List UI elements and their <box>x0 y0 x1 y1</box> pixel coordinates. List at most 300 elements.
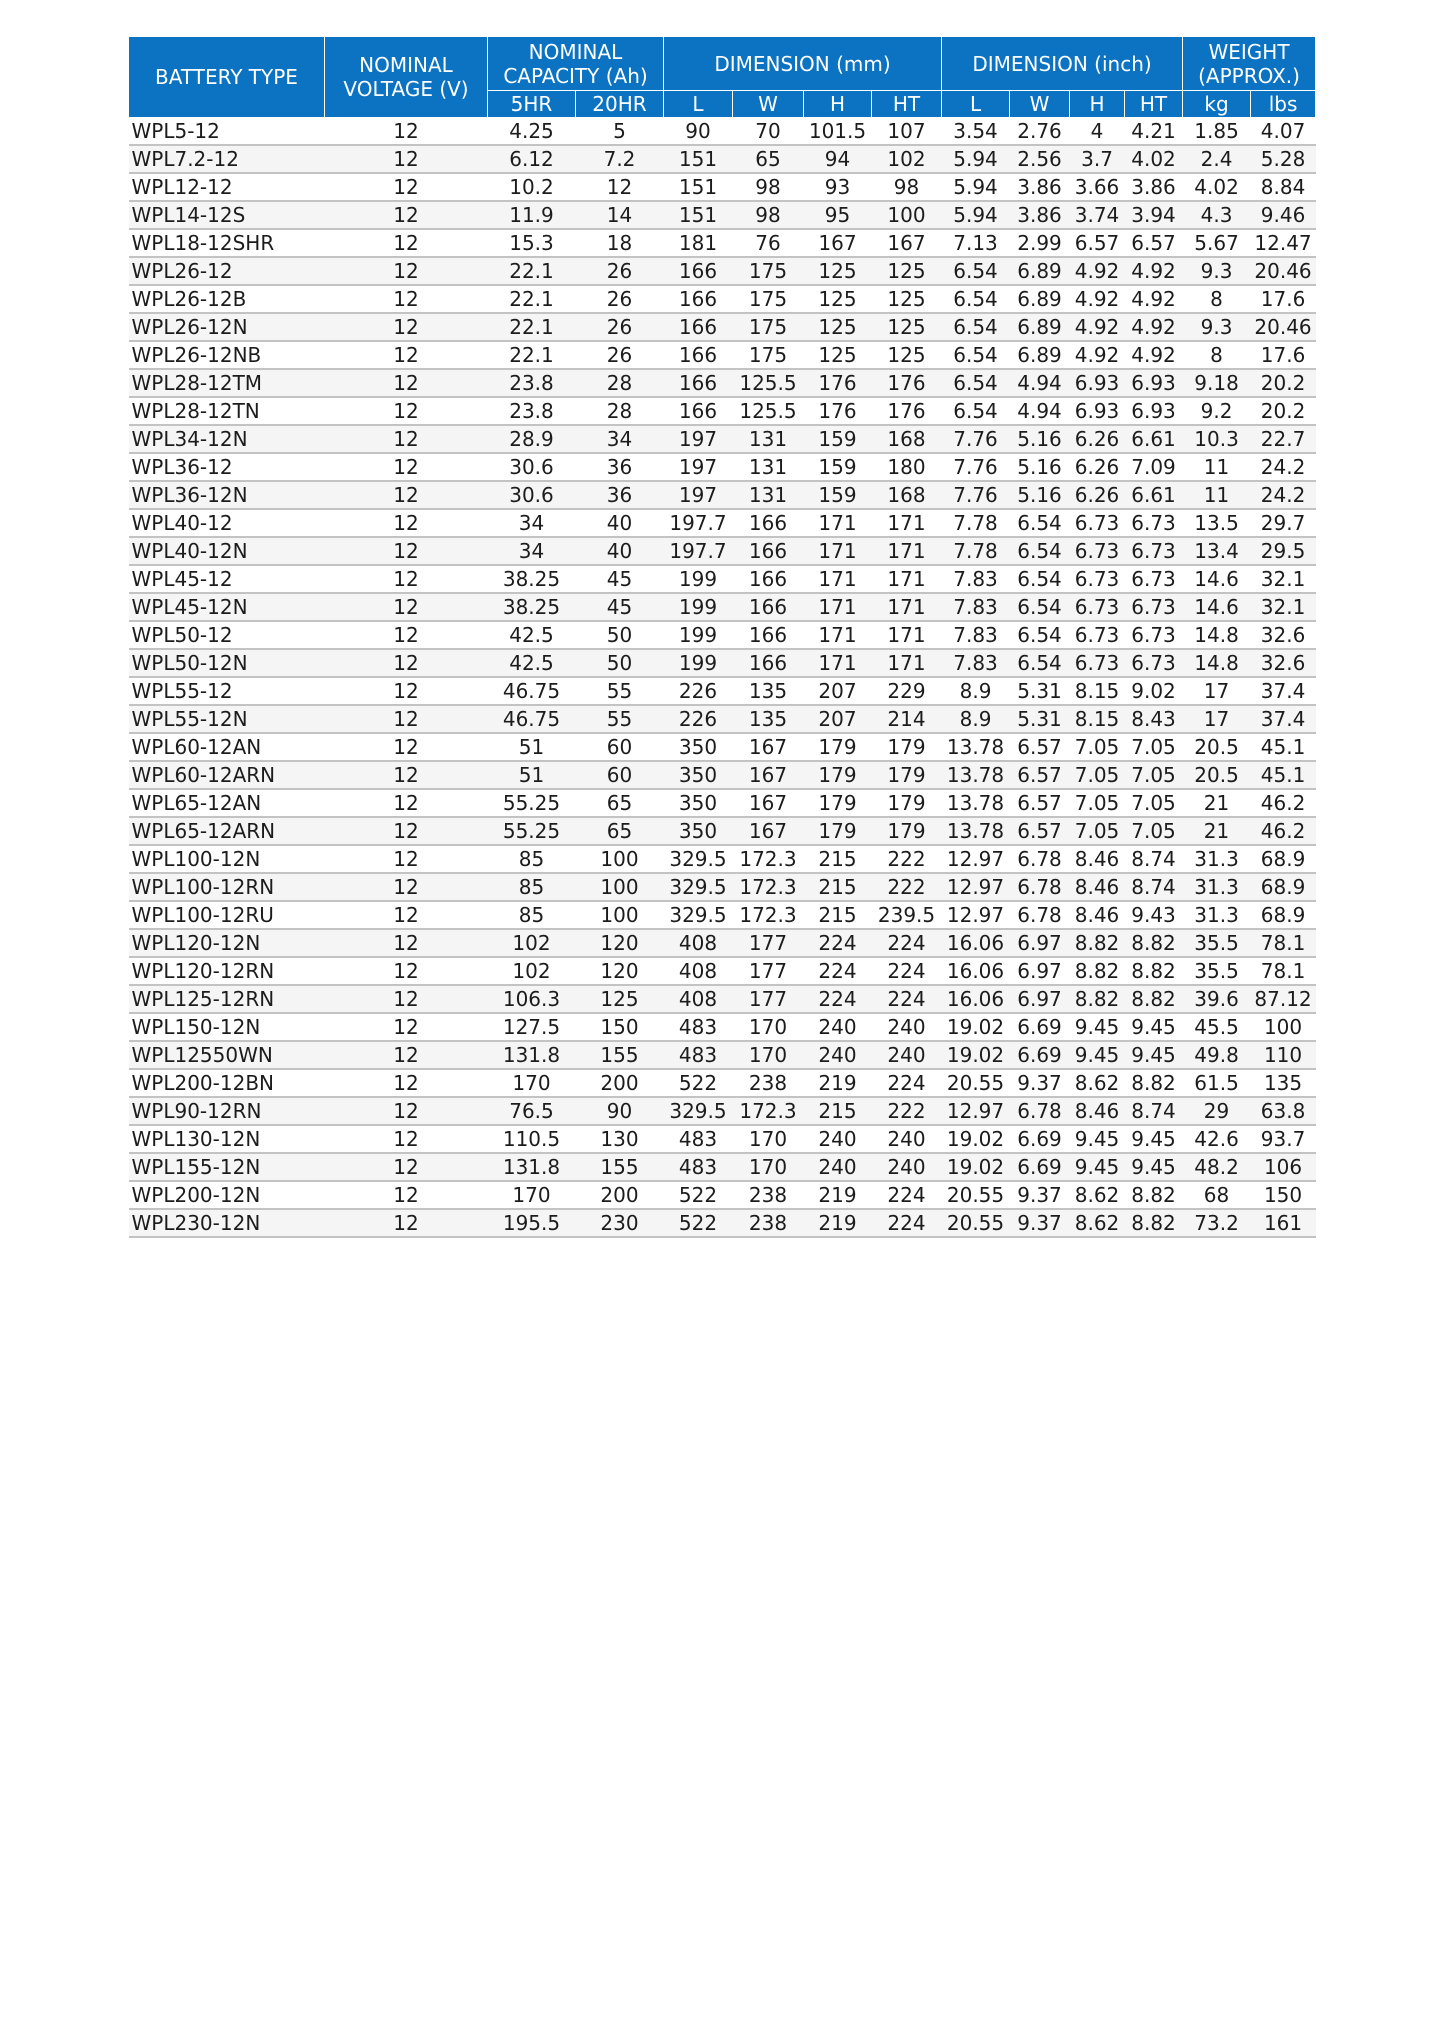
voltage-cell: 12 <box>325 1041 488 1069</box>
table-row <box>129 509 1316 537</box>
height-mm-cell: 159 <box>804 425 872 453</box>
width-mm-cell: 172.3 <box>733 901 804 929</box>
length-inch-cell: 13.78 <box>942 733 1010 761</box>
width-mm-cell: 135 <box>733 705 804 733</box>
width-inch-cell: 6.69 <box>1010 1153 1070 1181</box>
capacity-5hr-cell: 195.5 <box>488 1209 576 1237</box>
battery-type-cell: WPL150-12N <box>129 1013 325 1041</box>
height-mm-cell: 215 <box>804 901 872 929</box>
subheader-inch-length: L <box>942 91 1010 118</box>
battery-type-cell: WPL45-12 <box>129 565 325 593</box>
voltage-cell: 12 <box>325 705 488 733</box>
total-height-inch-cell: 4.92 <box>1125 313 1183 341</box>
height-inch-cell: 4 <box>1070 118 1125 146</box>
height-inch-cell: 8.62 <box>1070 1181 1125 1209</box>
height-mm-cell: 219 <box>804 1069 872 1097</box>
length-mm-cell: 408 <box>664 985 733 1013</box>
weight-lbs-cell: 20.46 <box>1251 257 1316 285</box>
height-inch-cell: 6.73 <box>1070 649 1125 677</box>
width-mm-cell: 131 <box>733 453 804 481</box>
height-inch-cell: 6.26 <box>1070 453 1125 481</box>
header-battery-type: BATTERY TYPE <box>129 37 325 118</box>
subheader-mm-height: H <box>804 91 872 118</box>
length-mm-cell: 408 <box>664 957 733 985</box>
capacity-5hr-cell: 51 <box>488 761 576 789</box>
weight-lbs-cell: 100 <box>1251 1013 1316 1041</box>
battery-type-cell: WPL200-12N <box>129 1181 325 1209</box>
capacity-20hr-cell: 100 <box>576 873 664 901</box>
weight-lbs-cell: 87.12 <box>1251 985 1316 1013</box>
capacity-20hr-cell: 18 <box>576 229 664 257</box>
capacity-5hr-cell: 34 <box>488 509 576 537</box>
height-mm-cell: 101.5 <box>804 118 872 146</box>
total-height-mm-cell: 125 <box>872 313 942 341</box>
table-row <box>129 118 1316 146</box>
total-height-inch-cell: 7.05 <box>1125 761 1183 789</box>
total-height-mm-cell: 179 <box>872 789 942 817</box>
battery-type-cell: WPL155-12N <box>129 1153 325 1181</box>
capacity-20hr-cell: 130 <box>576 1125 664 1153</box>
weight-lbs-cell: 63.8 <box>1251 1097 1316 1125</box>
height-mm-cell: 159 <box>804 453 872 481</box>
voltage-cell: 12 <box>325 173 488 201</box>
capacity-20hr-cell: 60 <box>576 733 664 761</box>
voltage-cell: 12 <box>325 229 488 257</box>
table-row <box>129 397 1316 425</box>
capacity-5hr-cell: 11.9 <box>488 201 576 229</box>
total-height-mm-cell: 222 <box>872 1097 942 1125</box>
height-mm-cell: 171 <box>804 509 872 537</box>
width-mm-cell: 175 <box>733 285 804 313</box>
width-inch-cell: 6.54 <box>1010 509 1070 537</box>
height-mm-cell: 179 <box>804 789 872 817</box>
width-mm-cell: 238 <box>733 1181 804 1209</box>
length-mm-cell: 199 <box>664 565 733 593</box>
height-mm-cell: 176 <box>804 397 872 425</box>
capacity-5hr-cell: 4.25 <box>488 118 576 146</box>
length-inch-cell: 12.97 <box>942 873 1010 901</box>
total-height-mm-cell: 167 <box>872 229 942 257</box>
height-mm-cell: 125 <box>804 341 872 369</box>
weight-kg-cell: 9.3 <box>1183 313 1251 341</box>
width-inch-cell: 6.57 <box>1010 817 1070 845</box>
total-height-inch-cell: 9.43 <box>1125 901 1183 929</box>
width-mm-cell: 125.5 <box>733 397 804 425</box>
weight-lbs-cell: 37.4 <box>1251 677 1316 705</box>
width-inch-cell: 4.94 <box>1010 369 1070 397</box>
table-row <box>129 481 1316 509</box>
capacity-20hr-cell: 55 <box>576 677 664 705</box>
weight-lbs-cell: 17.6 <box>1251 285 1316 313</box>
voltage-cell: 12 <box>325 201 488 229</box>
table-row <box>129 369 1316 397</box>
total-height-inch-cell: 6.57 <box>1125 229 1183 257</box>
weight-kg-cell: 14.6 <box>1183 593 1251 621</box>
length-inch-cell: 7.83 <box>942 649 1010 677</box>
height-mm-cell: 215 <box>804 1097 872 1125</box>
voltage-cell: 12 <box>325 369 488 397</box>
length-mm-cell: 329.5 <box>664 845 733 873</box>
length-inch-cell: 8.9 <box>942 705 1010 733</box>
weight-lbs-cell: 78.1 <box>1251 929 1316 957</box>
width-inch-cell: 6.78 <box>1010 901 1070 929</box>
height-mm-cell: 179 <box>804 733 872 761</box>
total-height-inch-cell: 8.82 <box>1125 985 1183 1013</box>
length-mm-cell: 151 <box>664 201 733 229</box>
length-mm-cell: 166 <box>664 313 733 341</box>
height-inch-cell: 4.92 <box>1070 313 1125 341</box>
width-mm-cell: 172.3 <box>733 873 804 901</box>
total-height-inch-cell: 9.45 <box>1125 1153 1183 1181</box>
table-row <box>129 1013 1316 1041</box>
length-inch-cell: 7.83 <box>942 565 1010 593</box>
header-group-row <box>129 37 1316 91</box>
weight-lbs-cell: 9.46 <box>1251 201 1316 229</box>
capacity-5hr-cell: 55.25 <box>488 817 576 845</box>
total-height-mm-cell: 171 <box>872 565 942 593</box>
weight-kg-cell: 29 <box>1183 1097 1251 1125</box>
width-mm-cell: 166 <box>733 621 804 649</box>
width-mm-cell: 172.3 <box>733 845 804 873</box>
total-height-mm-cell: 240 <box>872 1013 942 1041</box>
height-inch-cell: 6.57 <box>1070 229 1125 257</box>
length-inch-cell: 7.13 <box>942 229 1010 257</box>
table-row <box>129 145 1316 173</box>
weight-kg-cell: 14.8 <box>1183 621 1251 649</box>
subheader-5hr: 5HR <box>488 91 576 118</box>
weight-kg-cell: 2.4 <box>1183 145 1251 173</box>
voltage-cell: 12 <box>325 425 488 453</box>
total-height-inch-cell: 8.74 <box>1125 1097 1183 1125</box>
battery-type-cell: WPL100-12RN <box>129 873 325 901</box>
table-row <box>129 313 1316 341</box>
voltage-cell: 12 <box>325 845 488 873</box>
height-inch-cell: 6.73 <box>1070 509 1125 537</box>
length-mm-cell: 329.5 <box>664 1097 733 1125</box>
height-mm-cell: 125 <box>804 285 872 313</box>
voltage-cell: 12 <box>325 1209 488 1237</box>
width-mm-cell: 175 <box>733 313 804 341</box>
height-mm-cell: 215 <box>804 845 872 873</box>
width-mm-cell: 177 <box>733 957 804 985</box>
length-mm-cell: 483 <box>664 1153 733 1181</box>
weight-lbs-cell: 93.7 <box>1251 1125 1316 1153</box>
weight-lbs-cell: 45.1 <box>1251 761 1316 789</box>
total-height-inch-cell: 4.92 <box>1125 285 1183 313</box>
total-height-inch-cell: 6.93 <box>1125 369 1183 397</box>
battery-type-cell: WPL5-12 <box>129 118 325 146</box>
weight-kg-cell: 17 <box>1183 677 1251 705</box>
capacity-20hr-cell: 34 <box>576 425 664 453</box>
capacity-5hr-cell: 131.8 <box>488 1153 576 1181</box>
table-row <box>129 845 1316 873</box>
table-row <box>129 341 1316 369</box>
table-row <box>129 621 1316 649</box>
height-mm-cell: 125 <box>804 313 872 341</box>
capacity-20hr-cell: 50 <box>576 649 664 677</box>
total-height-mm-cell: 171 <box>872 509 942 537</box>
weight-kg-cell: 73.2 <box>1183 1209 1251 1237</box>
battery-type-cell: WPL65-12AN <box>129 789 325 817</box>
width-inch-cell: 6.54 <box>1010 621 1070 649</box>
length-mm-cell: 522 <box>664 1069 733 1097</box>
width-inch-cell: 6.97 <box>1010 985 1070 1013</box>
subheader-kg: kg <box>1183 91 1251 118</box>
weight-lbs-cell: 68.9 <box>1251 845 1316 873</box>
length-inch-cell: 3.54 <box>942 118 1010 146</box>
height-inch-cell: 6.73 <box>1070 537 1125 565</box>
battery-type-cell: WPL60-12AN <box>129 733 325 761</box>
width-mm-cell: 131 <box>733 425 804 453</box>
total-height-inch-cell: 6.93 <box>1125 397 1183 425</box>
weight-lbs-cell: 29.5 <box>1251 537 1316 565</box>
weight-kg-cell: 9.3 <box>1183 257 1251 285</box>
width-inch-cell: 5.31 <box>1010 705 1070 733</box>
width-inch-cell: 6.69 <box>1010 1041 1070 1069</box>
total-height-mm-cell: 176 <box>872 397 942 425</box>
weight-lbs-cell: 32.1 <box>1251 593 1316 621</box>
total-height-inch-cell: 7.05 <box>1125 789 1183 817</box>
table-row <box>129 537 1316 565</box>
length-mm-cell: 197.7 <box>664 509 733 537</box>
total-height-mm-cell: 240 <box>872 1153 942 1181</box>
length-mm-cell: 197.7 <box>664 537 733 565</box>
height-mm-cell: 93 <box>804 173 872 201</box>
total-height-mm-cell: 168 <box>872 481 942 509</box>
height-mm-cell: 224 <box>804 957 872 985</box>
capacity-5hr-cell: 46.75 <box>488 705 576 733</box>
total-height-mm-cell: 224 <box>872 1209 942 1237</box>
table-row <box>129 593 1316 621</box>
height-inch-cell: 8.62 <box>1070 1209 1125 1237</box>
height-mm-cell: 125 <box>804 257 872 285</box>
height-inch-cell: 8.46 <box>1070 901 1125 929</box>
weight-lbs-cell: 150 <box>1251 1181 1316 1209</box>
weight-kg-cell: 48.2 <box>1183 1153 1251 1181</box>
battery-type-cell: WPL18-12SHR <box>129 229 325 257</box>
capacity-20hr-cell: 200 <box>576 1181 664 1209</box>
capacity-5hr-cell: 6.12 <box>488 145 576 173</box>
width-inch-cell: 2.99 <box>1010 229 1070 257</box>
width-inch-cell: 6.54 <box>1010 593 1070 621</box>
height-mm-cell: 215 <box>804 873 872 901</box>
table-body <box>129 118 1316 1238</box>
table-row <box>129 201 1316 229</box>
length-inch-cell: 20.55 <box>942 1181 1010 1209</box>
total-height-inch-cell: 8.82 <box>1125 1209 1183 1237</box>
weight-lbs-cell: 45.1 <box>1251 733 1316 761</box>
length-mm-cell: 151 <box>664 173 733 201</box>
table-row <box>129 985 1316 1013</box>
total-height-inch-cell: 6.73 <box>1125 537 1183 565</box>
weight-kg-cell: 8 <box>1183 285 1251 313</box>
capacity-20hr-cell: 100 <box>576 845 664 873</box>
voltage-cell: 12 <box>325 1013 488 1041</box>
height-inch-cell: 7.05 <box>1070 761 1125 789</box>
width-mm-cell: 166 <box>733 537 804 565</box>
battery-type-cell: WPL120-12RN <box>129 957 325 985</box>
voltage-cell: 12 <box>325 313 488 341</box>
weight-lbs-cell: 68.9 <box>1251 873 1316 901</box>
height-inch-cell: 6.73 <box>1070 593 1125 621</box>
width-mm-cell: 170 <box>733 1041 804 1069</box>
battery-type-cell: WPL90-12RN <box>129 1097 325 1125</box>
battery-type-cell: WPL230-12N <box>129 1209 325 1237</box>
capacity-5hr-cell: 102 <box>488 957 576 985</box>
total-height-inch-cell: 4.92 <box>1125 341 1183 369</box>
width-mm-cell: 170 <box>733 1153 804 1181</box>
total-height-inch-cell: 8.82 <box>1125 929 1183 957</box>
height-inch-cell: 8.46 <box>1070 845 1125 873</box>
total-height-mm-cell: 222 <box>872 873 942 901</box>
width-inch-cell: 6.97 <box>1010 957 1070 985</box>
height-inch-cell: 8.15 <box>1070 677 1125 705</box>
total-height-mm-cell: 125 <box>872 257 942 285</box>
total-height-inch-cell: 8.82 <box>1125 1181 1183 1209</box>
length-mm-cell: 151 <box>664 145 733 173</box>
weight-lbs-cell: 12.47 <box>1251 229 1316 257</box>
subheader-inch-width: W <box>1010 91 1070 118</box>
weight-kg-cell: 42.6 <box>1183 1125 1251 1153</box>
width-inch-cell: 6.57 <box>1010 789 1070 817</box>
width-inch-cell: 6.78 <box>1010 1097 1070 1125</box>
battery-type-cell: WPL14-12S <box>129 201 325 229</box>
capacity-5hr-cell: 85 <box>488 901 576 929</box>
width-inch-cell: 6.54 <box>1010 537 1070 565</box>
width-mm-cell: 175 <box>733 257 804 285</box>
weight-kg-cell: 13.5 <box>1183 509 1251 537</box>
length-inch-cell: 7.78 <box>942 537 1010 565</box>
battery-type-cell: WPL45-12N <box>129 593 325 621</box>
height-inch-cell: 9.45 <box>1070 1013 1125 1041</box>
length-inch-cell: 5.94 <box>942 173 1010 201</box>
subheader-mm-length: L <box>664 91 733 118</box>
voltage-cell: 12 <box>325 257 488 285</box>
subheader-inch-height: H <box>1070 91 1125 118</box>
capacity-5hr-cell: 10.2 <box>488 173 576 201</box>
capacity-20hr-cell: 120 <box>576 957 664 985</box>
total-height-inch-cell: 9.02 <box>1125 677 1183 705</box>
total-height-inch-cell: 8.43 <box>1125 705 1183 733</box>
width-mm-cell: 131 <box>733 481 804 509</box>
length-inch-cell: 12.97 <box>942 1097 1010 1125</box>
length-mm-cell: 329.5 <box>664 901 733 929</box>
weight-lbs-cell: 32.6 <box>1251 621 1316 649</box>
subheader-lbs: lbs <box>1251 91 1316 118</box>
length-mm-cell: 408 <box>664 929 733 957</box>
capacity-5hr-cell: 76.5 <box>488 1097 576 1125</box>
width-inch-cell: 6.57 <box>1010 733 1070 761</box>
total-height-inch-cell: 4.02 <box>1125 145 1183 173</box>
weight-kg-cell: 4.02 <box>1183 173 1251 201</box>
length-inch-cell: 5.94 <box>942 201 1010 229</box>
weight-kg-cell: 45.5 <box>1183 1013 1251 1041</box>
width-mm-cell: 65 <box>733 145 804 173</box>
subheader-mm-width: W <box>733 91 804 118</box>
voltage-cell: 12 <box>325 285 488 313</box>
battery-type-cell: WPL12-12 <box>129 173 325 201</box>
battery-type-cell: WPL50-12 <box>129 621 325 649</box>
weight-kg-cell: 11 <box>1183 481 1251 509</box>
battery-type-cell: WPL40-12 <box>129 509 325 537</box>
length-inch-cell: 12.97 <box>942 901 1010 929</box>
voltage-cell: 12 <box>325 901 488 929</box>
capacity-5hr-cell: 22.1 <box>488 285 576 313</box>
weight-lbs-cell: 17.6 <box>1251 341 1316 369</box>
height-inch-cell: 9.45 <box>1070 1125 1125 1153</box>
weight-lbs-cell: 110 <box>1251 1041 1316 1069</box>
length-inch-cell: 19.02 <box>942 1125 1010 1153</box>
battery-type-cell: WPL50-12N <box>129 649 325 677</box>
table-row <box>129 649 1316 677</box>
total-height-mm-cell: 180 <box>872 453 942 481</box>
weight-kg-cell: 20.5 <box>1183 733 1251 761</box>
height-inch-cell: 6.73 <box>1070 565 1125 593</box>
table-row <box>129 817 1316 845</box>
total-height-mm-cell: 224 <box>872 1181 942 1209</box>
total-height-mm-cell: 107 <box>872 118 942 146</box>
weight-kg-cell: 14.6 <box>1183 565 1251 593</box>
weight-kg-cell: 13.4 <box>1183 537 1251 565</box>
height-inch-cell: 8.82 <box>1070 929 1125 957</box>
total-height-inch-cell: 8.82 <box>1125 1069 1183 1097</box>
table-row <box>129 1041 1316 1069</box>
weight-lbs-cell: 161 <box>1251 1209 1316 1237</box>
length-mm-cell: 522 <box>664 1181 733 1209</box>
length-inch-cell: 7.76 <box>942 453 1010 481</box>
width-mm-cell: 98 <box>733 173 804 201</box>
length-inch-cell: 8.9 <box>942 677 1010 705</box>
height-inch-cell: 9.45 <box>1070 1153 1125 1181</box>
table-row <box>129 565 1316 593</box>
total-height-mm-cell: 171 <box>872 593 942 621</box>
width-mm-cell: 167 <box>733 761 804 789</box>
total-height-inch-cell: 9.45 <box>1125 1125 1183 1153</box>
total-height-inch-cell: 6.61 <box>1125 425 1183 453</box>
capacity-20hr-cell: 36 <box>576 453 664 481</box>
width-inch-cell: 6.54 <box>1010 649 1070 677</box>
capacity-5hr-cell: 22.1 <box>488 313 576 341</box>
height-inch-cell: 8.46 <box>1070 873 1125 901</box>
total-height-mm-cell: 125 <box>872 285 942 313</box>
height-inch-cell: 8.82 <box>1070 985 1125 1013</box>
length-inch-cell: 13.78 <box>942 761 1010 789</box>
total-height-inch-cell: 9.45 <box>1125 1013 1183 1041</box>
total-height-inch-cell: 9.45 <box>1125 1041 1183 1069</box>
total-height-inch-cell: 6.73 <box>1125 593 1183 621</box>
weight-lbs-cell: 32.1 <box>1251 565 1316 593</box>
length-inch-cell: 7.83 <box>942 621 1010 649</box>
capacity-5hr-cell: 30.6 <box>488 481 576 509</box>
length-mm-cell: 483 <box>664 1041 733 1069</box>
subheader-mm-total-height: HT <box>872 91 942 118</box>
width-mm-cell: 170 <box>733 1013 804 1041</box>
battery-type-cell: WPL26-12 <box>129 257 325 285</box>
width-mm-cell: 125.5 <box>733 369 804 397</box>
capacity-20hr-cell: 120 <box>576 929 664 957</box>
table-row <box>129 873 1316 901</box>
height-inch-cell: 8.46 <box>1070 1097 1125 1125</box>
width-mm-cell: 166 <box>733 509 804 537</box>
length-mm-cell: 197 <box>664 453 733 481</box>
height-inch-cell: 6.26 <box>1070 481 1125 509</box>
height-inch-cell: 6.93 <box>1070 397 1125 425</box>
weight-lbs-cell: 106 <box>1251 1153 1316 1181</box>
total-height-mm-cell: 171 <box>872 649 942 677</box>
weight-kg-cell: 8 <box>1183 341 1251 369</box>
weight-lbs-cell: 8.84 <box>1251 173 1316 201</box>
length-inch-cell: 19.02 <box>942 1153 1010 1181</box>
